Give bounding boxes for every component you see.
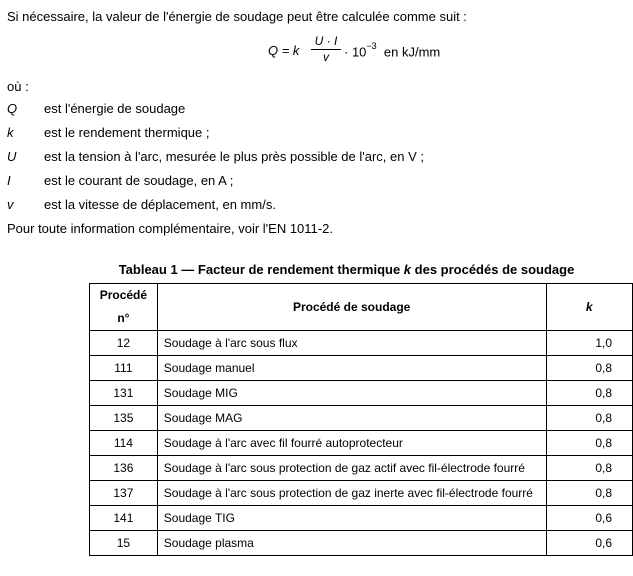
cell-procede-number: 12 (90, 331, 158, 356)
cell-procede-number: 141 (90, 506, 158, 531)
cell-k-value: 0,8 (546, 431, 633, 456)
definition-text: est la vitesse de déplacement, en mm/s. (44, 197, 276, 212)
definition-symbol: U (7, 149, 17, 164)
cell-procede-number: 114 (90, 431, 158, 456)
cell-procede-name: Soudage à l'arc sous protection de gaz inerte avec fil-électrode fourré (157, 481, 546, 506)
table-title (0, 262, 633, 277)
formula-numerator: U · I (311, 34, 341, 50)
formula-rest (344, 43, 440, 59)
definition-symbol: k (7, 125, 14, 140)
formula-exponent: −3 (366, 41, 377, 51)
definition-symbol: Q (7, 101, 18, 116)
definition-text: est le courant de soudage, en A ; (44, 173, 234, 188)
header-k: k (546, 284, 633, 331)
cell-k-value: 0,8 (546, 356, 633, 381)
header-procede-line2: n° (117, 311, 130, 325)
definition-text: est le rendement thermique ; (44, 125, 210, 140)
cell-k-value: 0,8 (546, 481, 633, 506)
cell-procede-number: 135 (90, 406, 158, 431)
table-row (90, 381, 633, 406)
header-procede-soudage: Procédé de soudage (157, 284, 546, 331)
cell-procede-name: Soudage manuel (157, 356, 546, 381)
table-title-prefix: Tableau 1 — Facteur de rendement thermique (118, 262, 404, 277)
formula-lhs: Q = k (268, 43, 300, 58)
table-title-suffix: des procédés de soudage (411, 262, 575, 277)
ou-label: où : (7, 79, 29, 94)
table-row (90, 481, 633, 506)
cell-k-value: 0,8 (546, 381, 633, 406)
table-row (90, 331, 633, 356)
table-row (90, 406, 633, 431)
header-procede-number (90, 284, 158, 331)
table-row (90, 506, 633, 531)
definition-text: est l'énergie de soudage (44, 101, 186, 116)
definition-symbol: I (7, 173, 11, 188)
cell-k-value: 0,6 (546, 506, 633, 531)
info-text: Pour toute information complémentaire, voir l'EN 1011-2. (7, 221, 333, 236)
definition-symbol: v (7, 197, 14, 212)
cell-k-value: 0,6 (546, 531, 633, 556)
cell-procede-name: Soudage à l'arc sous protection de gaz actif avec fil-électrode fourré (157, 456, 546, 481)
table-header-row (90, 284, 633, 331)
cell-procede-number: 15 (90, 531, 158, 556)
cell-procede-name: Soudage à l'arc avec fil fourré autoprotecteur (157, 431, 546, 456)
definition-text: est la tension à l'arc, mesurée le plus près possible de l'arc, en V ; (44, 149, 424, 164)
header-procede-line1: Procédé (99, 288, 148, 302)
cell-procede-name: Soudage MIG (157, 381, 546, 406)
formula-multiplier: · 10 (344, 44, 367, 60)
cell-procede-name: Soudage à l'arc sous flux (157, 331, 546, 356)
table-row (90, 531, 633, 556)
cell-procede-number: 137 (90, 481, 158, 506)
cell-procede-name: Soudage MAG (157, 406, 546, 431)
cell-procede-number: 131 (90, 381, 158, 406)
welding-process-table (89, 283, 633, 556)
cell-procede-name: Soudage TIG (157, 506, 546, 531)
formula-unit: en kJ/mm (383, 44, 441, 60)
table-row (90, 356, 633, 381)
table-row (90, 431, 633, 456)
cell-procede-name: Soudage plasma (157, 531, 546, 556)
formula-fraction (311, 34, 341, 64)
cell-procede-number: 111 (90, 356, 158, 381)
cell-k-value: 1,0 (546, 331, 633, 356)
cell-k-value: 0,8 (546, 456, 633, 481)
cell-procede-number: 136 (90, 456, 158, 481)
cell-k-value: 0,8 (546, 406, 633, 431)
table-title-k: k (403, 262, 412, 277)
table-row (90, 456, 633, 481)
formula-denominator: v (323, 50, 329, 64)
intro-text: Si nécessaire, la valeur de l'énergie de soudage peut être calculée comme suit : (7, 9, 467, 24)
